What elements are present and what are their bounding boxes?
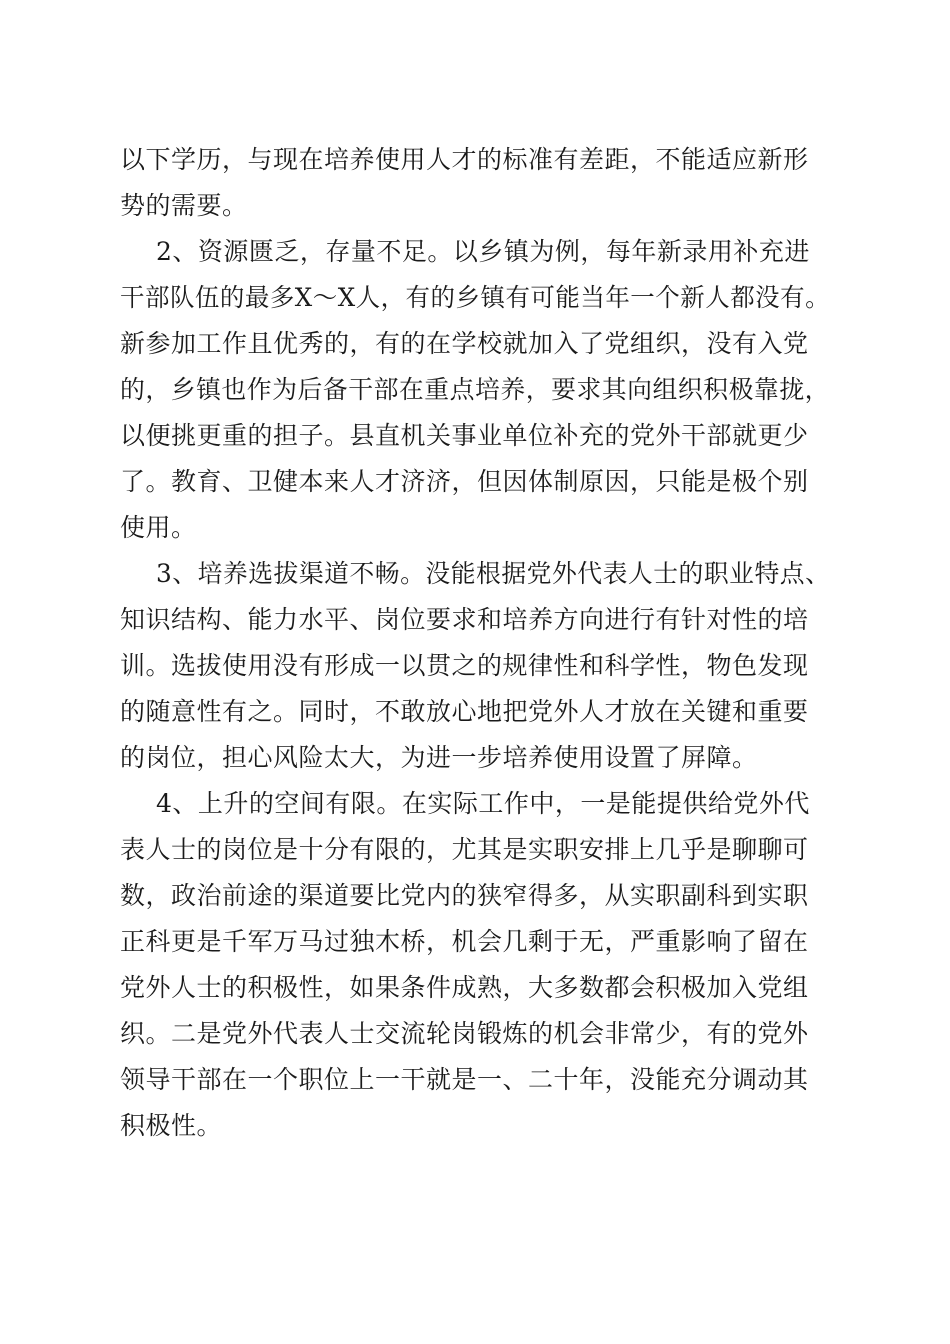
paragraph-2-start: 2、资源匮乏，存量不足。以乡镇为例，每年新录用补充进: [156, 237, 810, 266]
text-line: 积极性。: [120, 1111, 223, 1140]
text-line: 正科更是千军万马过独木桥，机会几剩于无，严重影响了留在: [120, 927, 809, 956]
text-line: 数，政治前途的渠道要比党内的狭窄得多，从实职副科到实职: [120, 881, 809, 910]
text-line: 党外人士的积极性，如果条件成熟，大多数都会积极加入党组: [120, 973, 809, 1002]
text-line: 干部队伍的最多X～X人，有的乡镇有可能当年一个新人都没有。: [120, 283, 831, 312]
text-line: 新参加工作且优秀的，有的在学校就加入了党组织，没有入党: [120, 329, 809, 358]
paragraph-4-start: 4、上升的空间有限。在实际工作中，一是能提供给党外代: [156, 789, 810, 818]
text-line: 织。二是党外代表人士交流轮岗锻炼的机会非常少，有的党外: [120, 1019, 809, 1048]
text-line: 知识结构、能力水平、岗位要求和培养方向进行有针对性的培: [120, 605, 809, 634]
text-line: 的随意性有之。同时，不敢放心地把党外人才放在关键和重要: [120, 697, 809, 726]
text-line: 的岗位，担心风险太大，为进一步培养使用设置了屏障。: [120, 743, 758, 772]
text-line: 以便挑更重的担子。县直机关事业单位补充的党外干部就更少: [120, 421, 809, 450]
text-line: 了。教育、卫健本来人才济济，但因体制原因，只能是极个别: [120, 467, 809, 496]
text-line: 的，乡镇也作为后备干部在重点培养，要求其向组织积极靠拢，: [120, 375, 831, 404]
text-line: 以下学历，与现在培养使用人才的标准有差距，不能适应新形: [120, 145, 809, 174]
text-line: 势的需要。: [120, 191, 248, 220]
paragraph-3-start: 3、培养选拔渠道不畅。没能根据党外代表人士的职业特点、: [156, 559, 831, 588]
text-line: 使用。: [120, 513, 197, 542]
text-line: 表人士的岗位是十分有限的，尤其是实职安排上几乎是聊聊可: [120, 835, 809, 864]
text-line: 训。选拔使用没有形成一以贯之的规律性和科学性，物色发现: [120, 651, 809, 680]
text-line: 领导干部在一个职位上一干就是一、二十年，没能充分调动其: [120, 1065, 809, 1094]
